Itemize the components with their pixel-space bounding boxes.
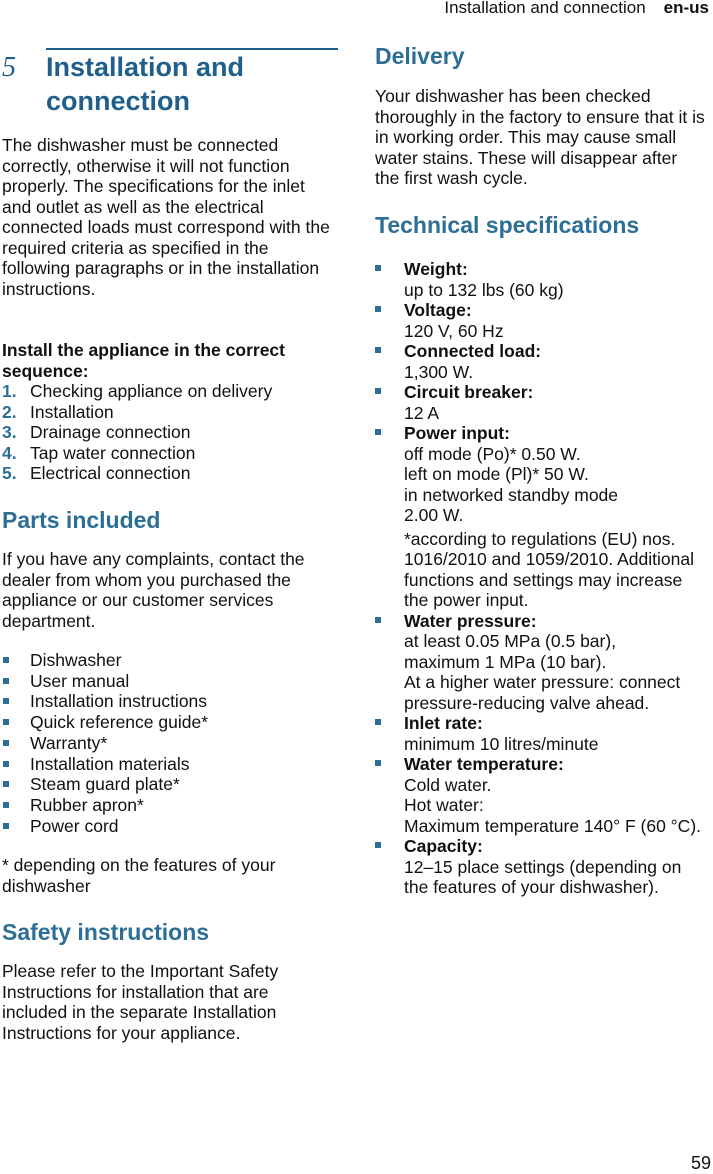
list-item: Quick reference guide* [2, 712, 338, 733]
list-item: 3. Drainage connection [2, 422, 191, 442]
sequence-list [2, 381, 338, 484]
spec-voltage: Voltage: 120 V, 60 Hz [375, 300, 709, 341]
list-item: Power cord [2, 816, 338, 837]
list-item: Installation instructions [2, 691, 338, 712]
chapter-number: 5 [2, 52, 16, 83]
spec-water-temperature: Water temperature: Cold water. Hot water: Maximum temperature 140° F (60 °C). [375, 754, 709, 836]
delivery-text: Your dishwasher has been checked thoroughly in the factory to ensure that it is in working order. This may cause small water stains. These will disappear after the first wash cycle. [375, 86, 705, 188]
list-item: 1. Checking appliance on delivery [2, 381, 273, 401]
list-item: 4. Tap water connection [2, 442, 196, 463]
safety-text: Please refer to the Important Safety Instructions for installation that are included in the separate Installation Instructions for your appliance. [2, 961, 279, 1043]
parts-list [2, 650, 338, 836]
safety-heading: Safety instructions [2, 919, 210, 945]
spec-capacity: Capacity: 12–15 place settings (depending on the features of your dishwasher). [375, 836, 709, 898]
list-item: 5. Electrical connection [2, 463, 191, 483]
page-number: 59 [690, 1153, 711, 1173]
spec-water-pressure: Water pressure: at least 0.05 MPa (0.5 bar), maximum 1 MPa (10 bar). At a higher water pressure: connect pressure-reducing valve ahead. [375, 611, 709, 714]
sequence-heading: Install the appliance in the correct sequence: [2, 340, 285, 381]
spec-inlet-rate: Inlet rate: minimum 10 litres/minute [375, 713, 709, 754]
specs-list [375, 259, 709, 898]
parts-footnote: * depending on the features of your dishwasher [2, 855, 276, 896]
list-item: Warranty* [2, 733, 338, 754]
specs-heading: Technical specifications [375, 212, 640, 238]
running-header [444, 0, 709, 18]
spec-circuit-breaker: Circuit breaker: 12 A [375, 382, 709, 423]
parts-heading: Parts included [2, 507, 161, 533]
list-item: Steam guard plate* [2, 774, 338, 795]
list-item: 2. Installation [2, 401, 114, 422]
header-language: en-us [663, 0, 709, 17]
spec-connected-load: Connected load: 1,300 W. [375, 341, 709, 382]
chapter-title: Installation and connection [46, 52, 245, 116]
parts-intro: If you have any complaints, contact the dealer from whom you purchased the appliance or our customer services department. [2, 549, 305, 631]
spec-weight: Weight: up to 132 lbs (60 kg) [375, 259, 709, 300]
list-item: Installation materials [2, 754, 338, 775]
spec-power-input: Power input: off mode (Po)* 0.50 W. left on mode (Pl)* 50 W. in networked standby mode 2.00 W. *according to regulations (EU) nos. 1016/2010 and 1059/2010. Additional functions and settings may increase the power input. [375, 423, 709, 611]
delivery-heading: Delivery [375, 43, 465, 69]
intro-paragraph: The dishwasher must be connected correctly, otherwise it will not function properly. The specifications for the inlet and outlet as well as the electrical connected loads must correspond with the required criteria as specified in the following paragraphs or in the installation instructions. [2, 135, 330, 299]
list-item: Rubber apron* [2, 795, 338, 816]
list-item: User manual [2, 671, 338, 692]
header-section: Installation and connection [444, 0, 646, 17]
list-item: Dishwasher [2, 650, 338, 671]
